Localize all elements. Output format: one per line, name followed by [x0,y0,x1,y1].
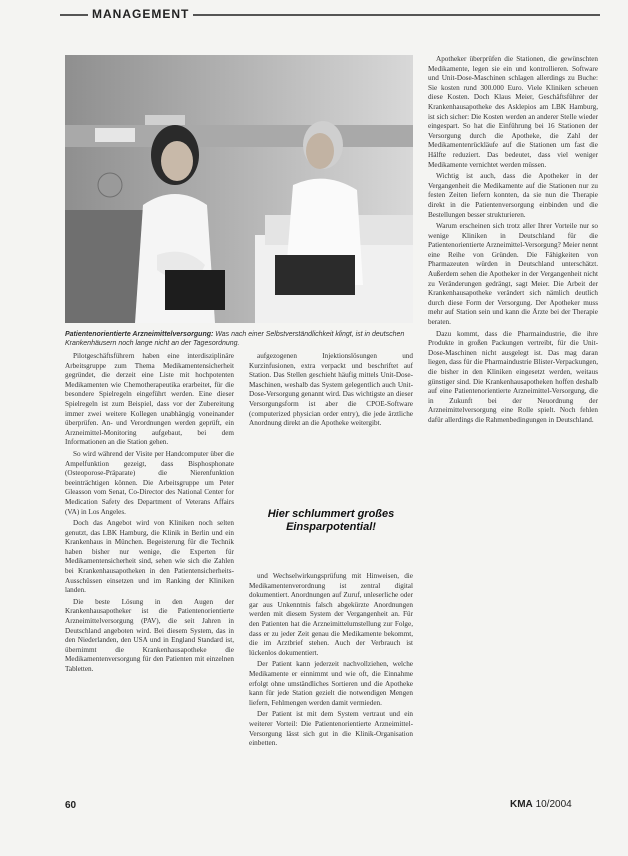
caption-text: Was nach einer Selbstverständlichkeit klingt, ist in deutschen Krankenhäusern noch lange nicht an der Tagesordnung. [65,331,405,347]
magazine-name: KMA [510,799,533,810]
caption-lead: Patientenorientierte Arzneimittelversorgung: [65,331,214,338]
photo-caption [65,330,413,348]
text-column-2-lower [249,572,413,794]
paragraph: Der Patient kann jederzeit nachvollziehen, welche Medikamente er einnimmt und wie oft, die Einnahme erfolgt ohne umständliches Sortieren und die Apotheke kann für jede Station gezielt die notwendigen Mengen liefern, Fehlmengen werden damit vermieden. [249,660,413,707]
text-column-2 [249,352,413,500]
paragraph: Der Patient ist mit dem System vertraut und ein weiterer Vorteil: Die Patientenorientierte Arzneimittel-Versorgung lässt sich gut in die Klinik-Organisation einbetten. [249,710,413,748]
paragraph: Warum erscheinen sich trotz aller Ihrer Vorteile nur so wenige Kliniken in Deutschland für die Patientenorientierte Arzneimittel-Versorgung? Meier nennt eine Reihe von Gründen. Die Fähigkeiten von Pharmazeuten würden in Deutschland unterschätzt. Außerdem sehen die Apotheker in der Vergangenheit nicht zu Veränderungen gedrängt, sagt Meier. Die Arbeit der Krankenhausapotheke verändert sich nämlich deutlich durch diese Form der Versorgung. Der Apotheker muss mehr auf Station sein und kann die Ärzte bei der Therapie beraten. [428,222,598,327]
paragraph: Pilotgeschäftsführern haben eine interdisziplinäre Arbeitsgruppe zum Thema Medikamentensicherheit gegründet, die derzeit eine Liste mit hochpotenten Medikamenten wie Chemotherapeutika erarbeitet, für die besondere Spielregeln eingeführt werden. Eine dieser Spielregeln ist zum Beispiel, dass vor der Zubereitung immer zwei weitere Kollegen unabhängig voneinander überprüfen. An- und Verordnungen werden geprüft, ein Arzneimittel-Monitoring aufgebaut, bei dem Informationen an die Station gehen. [65,352,234,447]
text-column-3 [428,55,598,795]
text-column-1 [65,352,234,792]
paragraph: und Wechselwirkungsprüfung mit Hinweisen, die Medikamentenverordnung ist zentral digital dokumentiert. Anordnungen auf Zuruf, unleserliche oder gar aus Unkenntnis falsch abgekürzte Anordnungen werden mit diesem System der Vergangenheit an. Für den Patienten hat die Arzneimittelumstellung zur Folge, dass er zu jeder Zeit genau die Medikamente bekommt, die im Arztbrief stehen. Auch der Verbrauch ist lückenlos dokumentiert. [249,572,413,657]
paragraph: So wird während der Visite per Handcomputer über die Ampelfunktion gezeigt, dass Bisphosphonate (Osteoporose-Präparate) die Nierenfunktion beeinträchtigen können. Die Arbeitsgruppe um Peter Gleasson vom Senat, Co-Director des National Center for Medication Safety des Department of Veterans Affairs (VA) in Los Angeles. [65,449,234,516]
paragraph: Wichtig ist auch, dass die Apotheker in der Vergangenheit die Medikamente auf die Stationen nur zu festen Zeiten liefern konnten, da sie nun die Therapie direkt in die Patientenversorgung einbinden und die Bestellungen besser strukturieren. [428,172,598,219]
photo-illustration [65,55,413,323]
paragraph: Apotheker überprüfen die Stationen, die gewünschten Medikamente, legen sie ein und kontrollieren. Software und Unit-Dose-Maschinen schlagen allerdings zu Buche: Sie kosten rund 300.000 Euro. Viele Kliniken scheuen diese Kosten. Doch Klaus Meier, Geschäftsführer der Krankenhausapotheke des Asklepios am LBK Hamburg, ist sich sicher: Die Kosten werden an anderer Stelle wieder eingespart. So hat die Einführung bei 16 Stationen der Versorgung durch die Apotheke, die Zahl der Medikamentenrückläufe auf die Stationen um fast die Hälfte reduziert. Das bedeutet, dass viel weniger Medikamente vernichtet werden müssen. [428,55,598,169]
section-label: MANAGEMENT [88,7,193,21]
pull-quote-heading: Hier schlummert großes Einsparpotential! [267,508,395,533]
magazine-footer [510,799,572,810]
section-header [60,9,600,21]
paragraph: Die beste Lösung in den Augen der Krankenhausapotheker ist die Patientenorientierte Arzneimittelversorgung (PAV), die seit Jahren in Deutschland angeboten wird. Bei diesem System, das in den Niederlanden, den USA und in England Standard ist, übernimmt die Krankenhausapotheke die Medikamentenversorgung für den Patienten mit einzelnen Tabletten. [65,597,234,673]
page-number: 60 [65,800,77,811]
paragraph: Dazu kommt, dass die Pharmaindustrie, die ihre Produkte in großen Packungen vertreibt, für die Unit-Dose-Maschinen nicht ausgelegt ist. Das mag daran liegen, dass für die Pharmaindustrie Blister-Verpackungen, die bisher in den Kliniken eingesetzt werden, weitaus günstiger sind. Die Krankenhausapotheken hoffen deshalb auf eine Patientenorientierte Arzneimittel-Versorgung, die in Zukunft bei der Neuordnung der Arzneimittelversorgung eine Rolle spielt. Noch fehlen dafür allerdings die Rahmenbedingungen in Deutschland. [428,329,598,424]
paragraph: aufgezogenen Injektionslösungen und Kurzinfusionen, extra verpackt und beschriftet auf Station. Das Stellen geschieht häufig mittels Unit-Dose-Maschinen, weshalb das System gelegentlich auch Unit-Dose-Versorgung genannt wird. Das wichtigste an dieser Versorgungsform ist aber die CPOE-Software (computerized physician order entry), die jede ärztliche Anordnung direkt an die Apotheke weitergibt. [249,352,413,428]
paragraph: Doch das Angebot wird von Kliniken noch selten genutzt, das LBK Hamburg, die Klinik in Berlin und ein Krankenhaus in München. Begeisterung für die Technik haben bisher nur wenige, die Experten für Medikamentensicherheit sind, sehen wie sich die Zahlen bei Krankenhausapotheken in den Patientensicherheits-Ausschüssen einsetzen und im Ranking der Kliniken landen. [65,519,234,595]
magazine-issue: 10/2004 [535,799,572,810]
hospital-photo [65,55,413,323]
